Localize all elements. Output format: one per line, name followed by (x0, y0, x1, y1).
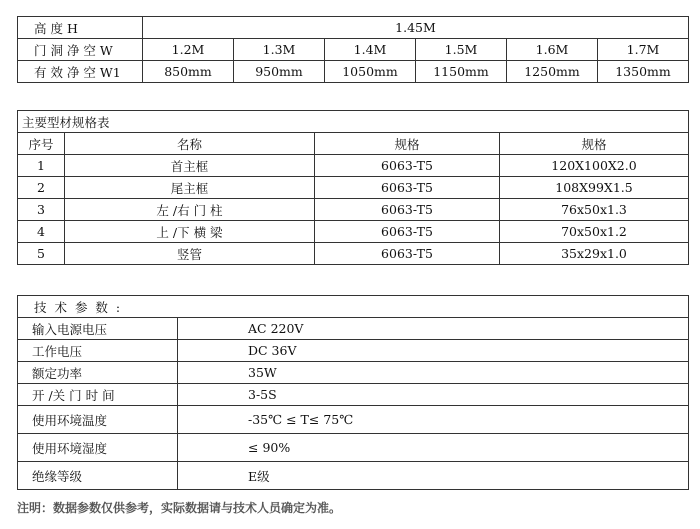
column-header: 序号 (18, 133, 65, 155)
row-number: 3 (18, 199, 65, 221)
width-value: 1.4M (325, 39, 416, 61)
material-spec: 70x50x1.2 (500, 221, 689, 243)
width-value: 1.5M (416, 39, 507, 61)
material-spec: 76x50x1.3 (500, 199, 689, 221)
table-row (18, 434, 689, 462)
material-name: 左 /右 门 柱 (65, 199, 315, 221)
table-row (18, 243, 689, 265)
height-value: 1.45M (143, 17, 689, 39)
effective-value: 850mm (143, 61, 234, 83)
footnote: 注明：数据参数仅供参考，实际数据请与技术人员确定为准。 (17, 501, 342, 515)
param-value: -35℃ ≤ T≤ 75℃ (178, 406, 689, 434)
material-name: 首主框 (65, 155, 315, 177)
material-spec: 120X100X2.0 (500, 155, 689, 177)
material-name: 上 /下 横 梁 (65, 221, 315, 243)
effective-value: 1250mm (507, 61, 598, 83)
param-value: E级 (178, 462, 689, 490)
material-name: 竖管 (65, 243, 315, 265)
width-value: 1.7M (598, 39, 689, 61)
table-row (18, 199, 689, 221)
row-number: 1 (18, 155, 65, 177)
param-label: 工作电压 (18, 340, 178, 362)
table-row (18, 221, 689, 243)
height-row (18, 17, 689, 39)
column-header: 名称 (65, 133, 315, 155)
param-value: 35W (178, 362, 689, 384)
param-label: 使用环境湿度 (18, 434, 178, 462)
column-header: 规格 (315, 133, 500, 155)
tech-title: 技 术 参 数 : (18, 296, 689, 318)
width-value: 1.6M (507, 39, 598, 61)
table-row (18, 318, 689, 340)
param-label: 使用环境温度 (18, 406, 178, 434)
material-grade: 6063-T5 (315, 199, 500, 221)
materials-header-row (18, 133, 689, 155)
column-header: 规格 (500, 133, 689, 155)
table-row (18, 362, 689, 384)
table-row (18, 340, 689, 362)
table-row (18, 384, 689, 406)
param-value: ≤ 90% (178, 434, 689, 462)
tech-params-table (17, 295, 689, 490)
effective-value: 1150mm (416, 61, 507, 83)
materials-table (17, 110, 689, 265)
table-row (18, 406, 689, 434)
param-label: 额定功率 (18, 362, 178, 384)
param-label: 开 /关 门 时 间 (18, 384, 178, 406)
width-label: 门 洞 净 空 W (18, 39, 143, 61)
height-label: 高 度 H (18, 17, 143, 39)
row-number: 5 (18, 243, 65, 265)
effective-row (18, 61, 689, 83)
param-value: 3-5S (178, 384, 689, 406)
width-value: 1.2M (143, 39, 234, 61)
material-name: 尾主框 (65, 177, 315, 199)
param-label: 绝缘等级 (18, 462, 178, 490)
material-grade: 6063-T5 (315, 155, 500, 177)
material-spec: 108X99X1.5 (500, 177, 689, 199)
material-grade: 6063-T5 (315, 177, 500, 199)
material-grade: 6063-T5 (315, 243, 500, 265)
effective-value: 1350mm (598, 61, 689, 83)
tech-title-row (18, 296, 689, 318)
param-value: AC 220V (178, 318, 689, 340)
material-spec: 35x29x1.0 (500, 243, 689, 265)
row-number: 4 (18, 221, 65, 243)
materials-title: 主要型材规格表 (18, 111, 689, 133)
param-label: 输入电源电压 (18, 318, 178, 340)
table-row (18, 462, 689, 490)
table-row (18, 155, 689, 177)
param-value: DC 36V (178, 340, 689, 362)
material-grade: 6063-T5 (315, 221, 500, 243)
effective-value: 950mm (234, 61, 325, 83)
effective-label: 有 效 净 空 W1 (18, 61, 143, 83)
effective-value: 1050mm (325, 61, 416, 83)
materials-title-row (18, 111, 689, 133)
row-number: 2 (18, 177, 65, 199)
table-row (18, 177, 689, 199)
width-value: 1.3M (234, 39, 325, 61)
width-row (18, 39, 689, 61)
size-table (17, 16, 689, 83)
